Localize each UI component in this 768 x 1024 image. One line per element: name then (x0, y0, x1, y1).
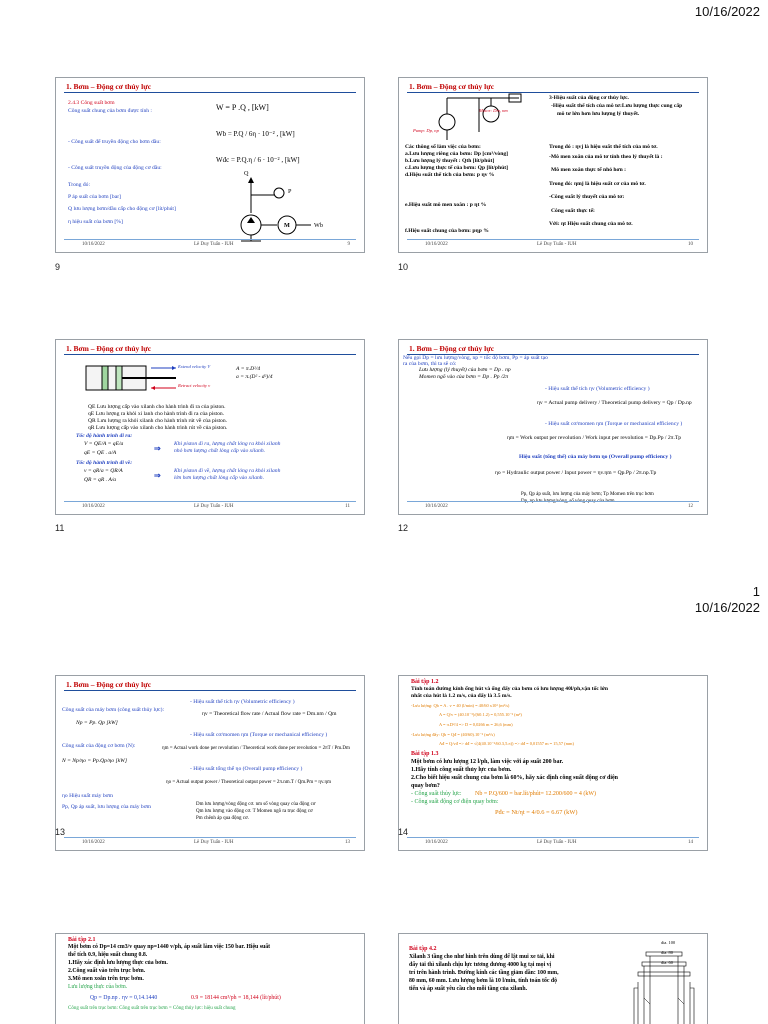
slide-footer (64, 501, 356, 510)
formula-line: ηv = Theoretical flow rate / Actual flow rate = Dm.nm / Qm (202, 711, 337, 717)
answer-line: Nb = P.Q/600 = bar.lít/phút= 12.200/600 = 4 (kW) (475, 791, 597, 797)
formula-line: ηm = Actual work done per revolution / Theoretical work done per revolution = 2πT / Pm.Dm (162, 746, 350, 751)
label-wb: Wb (314, 222, 323, 229)
formula-line: N = Np/ηo = Pp.Qp/ηo [kW] (62, 758, 127, 764)
problem-line: Một bơm có Dp=14 cm3/v quay np=1440 v/ph, áp suất làm việc 150 bar. Hiệu suất (68, 944, 271, 950)
footer-date: 10/16/2022 (425, 242, 448, 247)
slide-title: 1. Bơm – Động cơ thủy lực (409, 82, 495, 91)
formula-line: ηv = Actual pump delivery / Theoretical pump delivery = Qp / Dp.np (537, 400, 692, 406)
dimension-label: dia. 100 (661, 940, 676, 945)
text-line: - Hiệu suất cơ/momen ηm (Torque or mechanical efficiency ) (190, 732, 328, 738)
slide-number: 12 (398, 523, 409, 533)
footer-number: 9 (347, 242, 350, 247)
text-line: f.Hiệu suất chung của bơm: pηp % (405, 228, 489, 234)
footer-number: 12 (688, 504, 693, 509)
footer-number: 11 (345, 504, 350, 509)
slide-footer (407, 837, 699, 846)
label-motor: Motor: Dm, nm (479, 108, 508, 113)
text-line: QE Lưu lượng cấp vào xilanh cho hành trình đi ra của piston. (88, 404, 226, 410)
problem-line: nhất của hút là 1.2 m/s, của đẩy là 3.5 m/s. (411, 693, 512, 699)
text-line: Công suất của máy bơm (công suất thủy lực): (62, 707, 164, 713)
text-line: b.Lưu lượng lý thuyết : Qth [lít/phút] (405, 158, 495, 164)
text-line: Pp, Qp áp suất, lưu lượng của máy bơm; Tp Momen trên trục bơm (521, 492, 654, 497)
problem-line: thể tích 0.9, hiệu suất chung 0.8. (68, 952, 148, 958)
label-q: Q (244, 170, 249, 177)
text-line: Pm chênh áp qua động cơ. (196, 816, 249, 821)
section-heading: Bài tập 1.3 (411, 751, 439, 757)
calc-line: -Lưu lượng đẩy: Qb = Qđ = (40/60).10⁻³ (m³/s) (411, 732, 495, 737)
formula-annulus: a = π.(D² - d²)/4 (236, 374, 273, 380)
problem-line: 1.Hãy tính công suất thủy lực của bơm. (411, 767, 512, 773)
problem-line: Tính toán đường kính ống hút và ống đẩy của bơm có lưu lượng 40l/ph,vận tốc lớn (411, 686, 609, 692)
problem-line: Một bơm có lưu lượng 12 l/ph, làm việc với áp suất 200 bar. (411, 759, 564, 765)
slide-16 (398, 933, 708, 1024)
text-line: Qm lưu lượng vào động cơ. T Momen ngõ ra trục động cơ (196, 809, 313, 814)
text-line: - Hiệu suất tổng thể ηo (Overall pump efficiency ) (190, 766, 303, 772)
pump-motor-diagram (231, 173, 341, 243)
formula-motor-power: Wđc = P.Q.η / 6 · 10⁻² , [kW] (216, 156, 300, 164)
slide-9 (55, 77, 365, 253)
formula-power: W = P .Q , [kW] (216, 103, 269, 112)
section-heading: Bài tập 4.2 (409, 946, 437, 952)
footer-number: 13 (345, 840, 350, 845)
note-line: Khi piston đi ra, lượng chất lỏng ra khỏi xilanh (174, 441, 281, 447)
answer-line: Công suất trên trục bơm: Công suất trên trục bơm = Công thủy lực: hiệu suất chung (68, 1006, 236, 1011)
slide-number: 10 (398, 262, 409, 272)
text-line: Trong đó : ηvj là hiệu suất thể tích của mô tơ. (549, 144, 658, 150)
calc-line: A = Q/v = (40.10⁻³)/(60.1.2) = 0,555.10⁻³ (m²) (439, 712, 522, 717)
text-line: Momen ngõ vào của bơm = Dp . Pp /2π (419, 374, 509, 380)
footer-date: 10/16/2022 (82, 840, 105, 845)
text-line: -Hiệu suất thể tích của mô tơ:Lưu lượng thực cung cấp (551, 103, 683, 109)
slide-14 (398, 675, 708, 851)
calc-line: Ađ = Q/vđ => dđ = √(4(40.10⁻³/60.3,5.π)) => dđ = 0,01557 m = 15,57 (mm) (439, 741, 574, 746)
answer-line: - Công suất thủy lực: (411, 791, 462, 797)
formula-line: V = QE/A = qE/a (84, 441, 124, 447)
formula-pump-power: Wb = P.Q / 6η · 10⁻² , [kW] (216, 130, 295, 138)
text-line: Nếu gọi Dp = lưu lượng/vòng, np = tốc độ bơm, Pp = áp suất tạo (403, 355, 548, 361)
text-line: Q lưu lượng bơm/dầu cấp cho động cơ [lít/phút] (68, 206, 176, 212)
text-line: Pp, Qp áp suất, lưu lượng của máy bơm (62, 804, 152, 810)
slide-number: 9 (55, 262, 61, 272)
note-line: nhỏ hơn lượng chất lỏng cấp vào xilanh. (174, 448, 266, 454)
label-extend: Extend velocity V (178, 364, 211, 369)
footer-author: Lê Duy Tuấn - IUH (537, 242, 577, 247)
label-pump: Pump: Dp, np (413, 128, 439, 133)
answer-line: Qp = Dp.np . ηv = 0,14.1440 (90, 995, 158, 1001)
section-heading: Bài tập 2.1 (68, 937, 96, 943)
page-date-top: 10/16/2022 (694, 4, 760, 19)
footer-author: Lê Duy Tuấn - IUH (194, 242, 234, 247)
cylinder-diagram (76, 358, 186, 400)
problem-line: 3.Mô men xoắn trên trục bơm. (68, 976, 144, 982)
problem-line: 1.Hãy xác định lưu lượng thực của bơm. (68, 960, 168, 966)
text-line: qR Lưu lượng cấp vào xilanh cho hành trình rút về của piston. (88, 425, 228, 431)
formula-line: Np = Pp. Qp [kW] (76, 720, 118, 726)
text-line: Các thông số làm việc của bơm: (405, 144, 481, 150)
footer-author: Lê Duy Tuấn - IUH (194, 504, 234, 509)
slide-title: 1. Bơm – Động cơ thủy lực (66, 82, 152, 91)
text-line: Mô men xoắn thực tế nhỏ hơn : (551, 167, 626, 173)
dimension-label: dia. 60 (661, 960, 673, 965)
slide-title: 1. Bơm – Động cơ thủy lực (409, 344, 495, 353)
label-retract: Retract velocity v (178, 383, 211, 388)
arrow-icon: ⇒ (154, 444, 161, 453)
dimension-label: dia. 80 (661, 950, 673, 955)
text-line: -Công suất lý thuyết của mô tơ: (549, 194, 625, 200)
label-m: M (284, 222, 290, 229)
slide-title: 1. Bơm – Động cơ thủy lực (66, 344, 152, 353)
text-line: Trong đó: (68, 182, 91, 188)
text-line: mô tơ lớn hơn lưu lượng lý thuyết. (557, 111, 640, 117)
page-number: 1 (752, 584, 760, 599)
text-line: Dm lưu lượng/vòng động cơ. nm số vòng quay của động cơ (196, 802, 316, 807)
problem-line: quay bơm? (411, 783, 440, 789)
text-line: Dp, np lưu lượng/vòng, số vòng quay của bơm. (521, 499, 616, 504)
footer-date: 10/16/2022 (82, 504, 105, 509)
formula-line: ηo = Hydraulic output power / Input power = ηv.ηm = Qp.Pp / 2π.np.Tp (495, 470, 657, 476)
slide-13 (55, 675, 365, 851)
footer-date: 10/16/2022 (425, 840, 448, 845)
text-line: Trong đó: ηmj là hiệu suất cơ của mô tơ. (549, 181, 646, 187)
footer-date: 10/16/2022 (82, 242, 105, 247)
text-line: 3-Hiệu suất của động cơ thủy lực. (549, 95, 629, 101)
text-line: - Hiệu suất cơ/momen ηm (Torque or mechanical efficiency ) (545, 421, 683, 427)
pump-motor-circuit-diagram (419, 92, 529, 147)
slide-12 (398, 339, 708, 515)
text-line: a.Lưu lượng riêng của bơm: Dp [cm³/vòng] (405, 151, 509, 157)
slide-number: 13 (55, 827, 66, 837)
text-line: Với: ηt Hiệu suất chung của mô tơ. (549, 221, 633, 227)
slide-title: 1. Bơm – Động cơ thủy lực (66, 680, 152, 689)
text-line: - Công suất để truyền động cho bơm dầu: (68, 139, 161, 145)
page-date-mid: 10/16/2022 (694, 600, 760, 615)
text-line: Hiệu suất (tổng thể) của máy bơm ηo (Overall pump efficiency ) (519, 454, 672, 460)
text-line: QR Lưu lượng ra khỏi xilanh cho hành trình rút về của piston. (88, 418, 228, 424)
text-line: Công suất chung của bơm được tính : (68, 108, 152, 114)
section-heading: Bài tập 1.2 (411, 679, 439, 685)
formula-line: ηo = Actual output power / Theoretical output power = 2π.nm.T / Qm.Pm = ηv.ηm (166, 780, 331, 785)
text-line: qE Lưu lượng ra khỏi xi lanh cho hành trình đi ra của piston. (88, 411, 225, 417)
footer-date: 10/16/2022 (425, 504, 448, 509)
problem-line: trí trên hành trình. Đường kính các tầng giảm dần: 100 mm, (409, 970, 559, 976)
text-line: ra của bơm, thì ta sẽ có: (403, 361, 457, 367)
slide-number: 14 (398, 827, 409, 837)
slide-10 (398, 77, 708, 253)
text-line: Lưu lượng (lý thuyết) của bơm = Dp . np (419, 367, 511, 373)
answer-line: Pđc = Nt/ηt = 4/0.6 = 6.67 (kW) (495, 809, 578, 816)
section-heading: Tốc độ hành trình đi ra: (76, 433, 133, 439)
section-heading: Tốc độ hành trình đi về: (76, 460, 133, 466)
text-line: η hiệu suất của bơm [%] (68, 219, 123, 225)
text-line: c.Lưu lượng thực tế của bơm: Qp [lít/phút] (405, 165, 508, 171)
text-line: P áp suất của bơm [bar] (68, 194, 121, 200)
text-line: d.Hiệu suất thể tích của bơm: p ηv % (405, 172, 495, 178)
text-line: - Công suất truyền động của động cơ dầu: (68, 165, 162, 171)
problem-line: tiến và áp suất yêu cầu cho mỗi tầng của xilanh. (409, 986, 528, 992)
formula-line: v = qR/a = QR/A (84, 468, 123, 474)
text-line: - Hiệu suất thể tích ηv (Volumetric efficiency ) (545, 386, 650, 392)
answer-line: Lưu lượng thực của bơm. (68, 984, 128, 990)
problem-line: 2.Công suất vào trên trục bơm. (68, 968, 146, 974)
formula-line: ηm = Work output per revolution / Work input per revolution = Dp.Pp / 2π.Tp (507, 435, 682, 441)
footer-author: Lê Duy Tuấn - IUH (194, 840, 234, 845)
footer-number: 10 (688, 242, 693, 247)
text-line: Công suất thực tế: (551, 208, 595, 214)
footer-author: Lê Duy Tuấn - IUH (537, 840, 577, 845)
text-line: e.Hiệu suất mô men xoắn : p ηt % (405, 202, 487, 208)
text-line: -Mô men xoắn của mô tơ tính theo lý thuyết là : (549, 154, 663, 160)
problem-line: đẩy tải thì xilanh chịu lực tương đương 4000 kg tại mọi vị (409, 962, 552, 968)
note-line: Khi piston đi về, lượng chất lỏng ra khỏi xilanh (174, 468, 281, 474)
text-line: ηo Hiệu suất máy bơm (62, 793, 113, 799)
footer-number: 14 (688, 840, 693, 845)
slide-11 (55, 339, 365, 515)
problem-line: 80 mm, 60 mm. Lưu lượng bơm là 10 l/min, tính toán tốc độ (409, 978, 558, 984)
formula-line: qE = QE . a/A (84, 450, 117, 456)
answer-line: 0.9 = 18144 cm³/ph = 18,144 (lít/phút) (191, 995, 281, 1001)
calc-line: -Lưu lượng: Qb = A . v = 40 (l/min) = 40/60 x10³ (m³/s) (411, 703, 510, 708)
slide-number: 11 (55, 523, 65, 533)
slide-15 (55, 933, 365, 1024)
slide-footer (64, 837, 356, 846)
slide-footer (64, 239, 356, 248)
note-line: lớn hơn lượng chất lỏng cấp vào xilanh. (174, 475, 264, 481)
calc-line: A = π.D²/4 => D = 0,0266 m = 26,6 (mm) (439, 722, 513, 727)
arrow-icon: ⇒ (154, 471, 161, 480)
text-line: Công suất của động cơ bơm (N): (62, 743, 136, 749)
slide-footer (407, 239, 699, 248)
formula-area: A = π.D²/4 (236, 366, 261, 372)
section-heading: 2.4.3 Công suất bơm (68, 100, 115, 106)
formula-line: QR = qR . A/a (84, 477, 117, 483)
problem-line: 2.Cho biết hiệu suất chung của bơm là 60%, hãy xác định công suất động cơ điện (411, 775, 619, 781)
text-line: - Hiệu suất thể tích ηv (Volumetric efficiency ) (190, 699, 295, 705)
slide-footer (407, 501, 699, 510)
problem-line: Xilanh 3 tầng cho như hình trên dùng để lật mui xe tải, khi (409, 954, 555, 960)
answer-line: - Công suất động cơ điện quay bơm: (411, 799, 499, 805)
label-p: P (288, 188, 292, 195)
